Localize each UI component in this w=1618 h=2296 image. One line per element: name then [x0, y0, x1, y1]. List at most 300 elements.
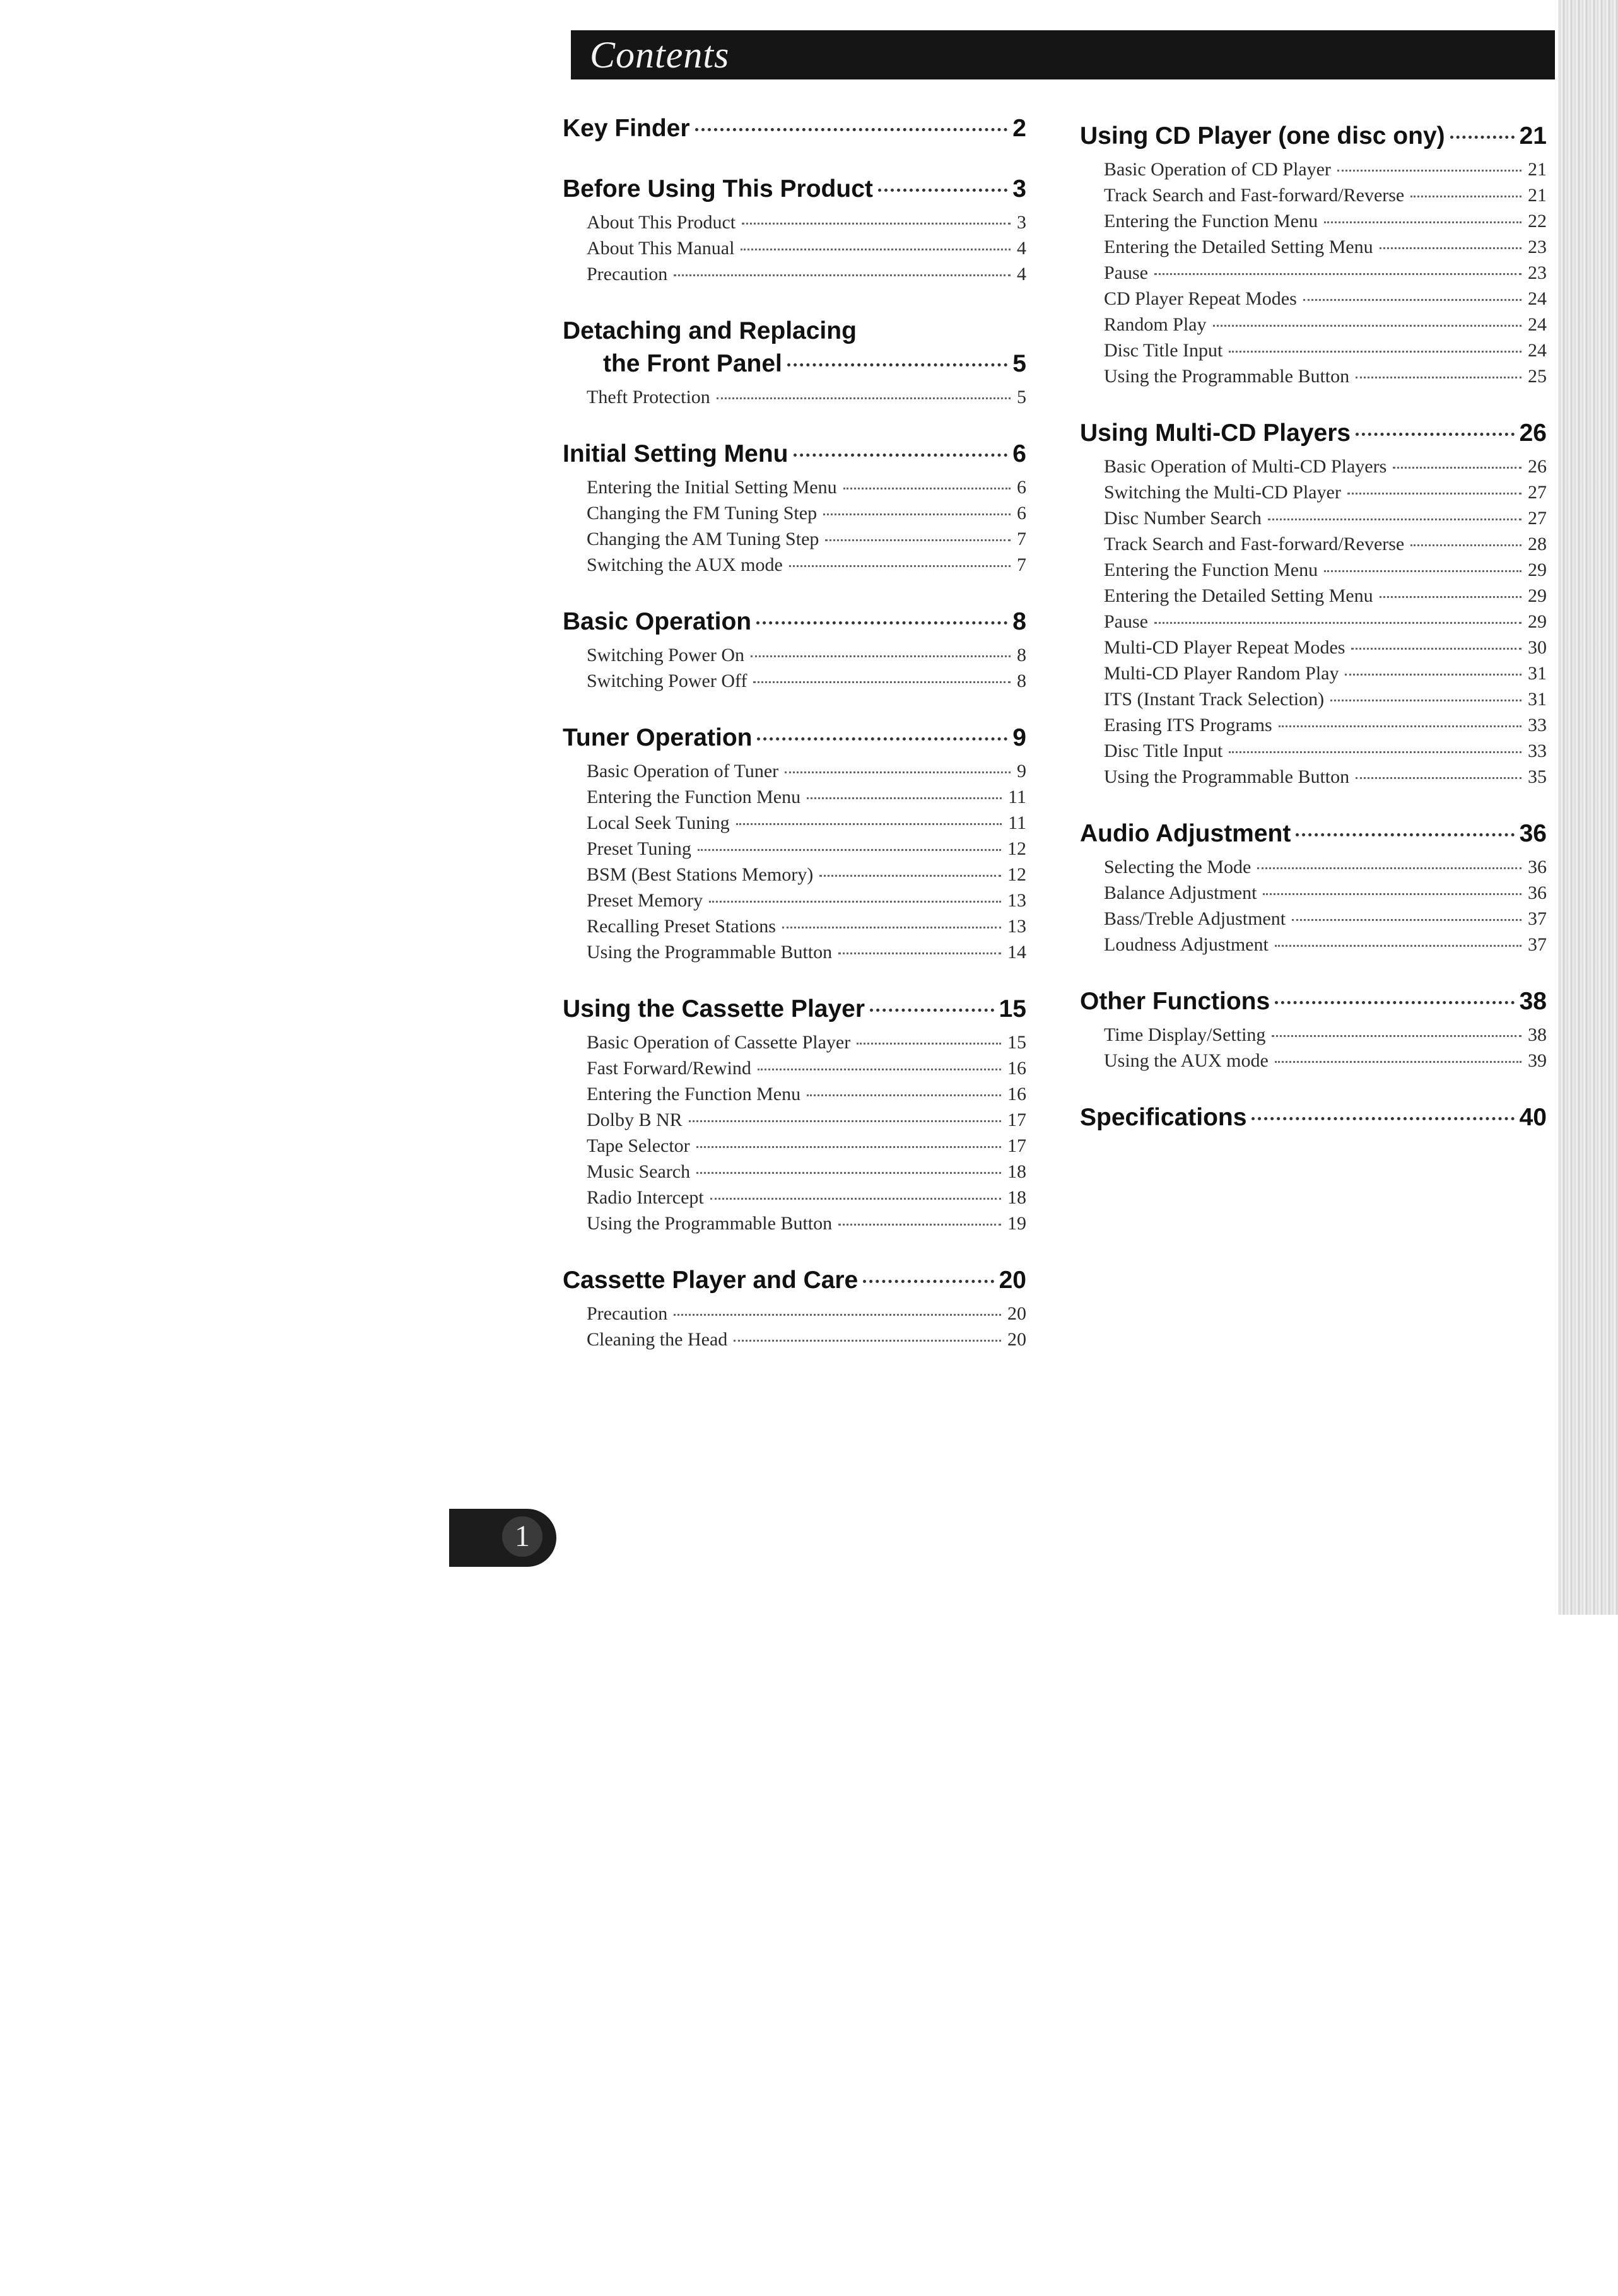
- dot-leader: [1330, 700, 1521, 701]
- dot-leader: [1154, 273, 1521, 275]
- entry-page-number: 4: [1017, 264, 1026, 284]
- entry-list: [563, 642, 1026, 694]
- entry-label: BSM (Best Stations Memory): [587, 864, 814, 885]
- toc-entry[interactable]: [1104, 583, 1547, 609]
- entry-label: Entering the Function Menu: [1104, 211, 1318, 231]
- entry-label: Loudness Adjustment: [1104, 934, 1269, 955]
- toc-entry[interactable]: [1104, 712, 1547, 738]
- entry-label: Preset Memory: [587, 890, 703, 911]
- entry-page-number: 39: [1528, 1050, 1547, 1071]
- section-page-number: 8: [1012, 608, 1026, 635]
- entry-label: Using the AUX mode: [1104, 1050, 1269, 1071]
- toc-entry[interactable]: [1104, 906, 1547, 932]
- entry-page-number: 26: [1528, 456, 1547, 477]
- section-page-number: 38: [1519, 988, 1547, 1015]
- dot-leader: [1303, 299, 1521, 301]
- entry-label: Pause: [1104, 611, 1148, 632]
- section-page-number: 40: [1519, 1104, 1547, 1131]
- toc-entry[interactable]: [587, 526, 1026, 552]
- section-title-text: Other Functions: [1080, 988, 1270, 1015]
- dot-leader: [838, 1224, 1001, 1226]
- entry-page-number: 24: [1528, 314, 1547, 335]
- entry-label: Switching Power Off: [587, 671, 747, 691]
- toc-entry[interactable]: [587, 862, 1026, 887]
- toc-entry[interactable]: [1104, 609, 1547, 635]
- entry-label: Entering the Function Menu: [587, 787, 801, 807]
- entry-page-number: 24: [1528, 340, 1547, 361]
- entry-page-number: 16: [1007, 1058, 1026, 1079]
- entry-page-number: 20: [1007, 1329, 1026, 1350]
- entry-page-number: 8: [1017, 645, 1026, 665]
- toc-entry[interactable]: [1104, 635, 1547, 660]
- dot-leader: [1351, 648, 1521, 650]
- dot-leader: [857, 1043, 1001, 1045]
- section-title[interactable]: [563, 722, 1026, 754]
- toc-left-column: [563, 112, 1026, 1380]
- section-title[interactable]: [563, 438, 1026, 471]
- entry-page-number: 12: [1007, 864, 1026, 885]
- dot-leader: [1345, 674, 1521, 676]
- toc-right-column: [1080, 120, 1547, 1162]
- entry-label: Using the Programmable Button: [1104, 366, 1350, 387]
- toc-entry[interactable]: [1104, 363, 1547, 389]
- toc-entry[interactable]: [1104, 454, 1547, 479]
- entry-list: [563, 474, 1026, 578]
- entry-page-number: 6: [1017, 477, 1026, 498]
- toc-entry[interactable]: [1104, 531, 1547, 557]
- dot-leader: [1272, 1035, 1521, 1037]
- entry-page-number: 24: [1528, 288, 1547, 309]
- entry-page-number: 4: [1017, 238, 1026, 259]
- section-title[interactable]: [1080, 417, 1547, 450]
- entry-page-number: 27: [1528, 508, 1547, 529]
- section-title-text-2: the Front Panel: [603, 350, 782, 377]
- dot-leader: [1279, 725, 1521, 727]
- toc-entry[interactable]: [1104, 208, 1547, 234]
- dot-leader: [1393, 467, 1521, 469]
- entry-page-number: 14: [1007, 942, 1026, 963]
- entry-label: Local Seek Tuning: [587, 812, 730, 833]
- toc-entry[interactable]: [587, 1081, 1026, 1107]
- entry-page-number: 30: [1528, 637, 1547, 658]
- toc-entry[interactable]: [587, 913, 1026, 939]
- dot-leader: [1154, 622, 1521, 624]
- entry-label: Music Search: [587, 1161, 691, 1182]
- toc-entry[interactable]: [1104, 557, 1547, 583]
- dot-leader: [717, 397, 1011, 399]
- entry-page-number: 8: [1017, 671, 1026, 691]
- dot-leader: [753, 681, 1011, 683]
- section-title-text: Cassette Player and Care: [563, 1267, 859, 1294]
- entry-label: Balance Adjustment: [1104, 882, 1257, 903]
- toc-entry[interactable]: [587, 758, 1026, 784]
- entry-label: Precaution: [587, 1303, 668, 1324]
- entry-page-number: 21: [1528, 159, 1547, 180]
- entry-label: About This Manual: [587, 238, 735, 259]
- toc-entry[interactable]: [587, 209, 1026, 235]
- dot-leader: [758, 1069, 1001, 1070]
- dot-leader: [751, 655, 1011, 657]
- toc-entry[interactable]: [587, 1055, 1026, 1081]
- toc-entry[interactable]: [1104, 312, 1547, 337]
- entry-page-number: 5: [1017, 387, 1026, 407]
- section-page-number: 6: [1012, 440, 1026, 467]
- dot-leader: [674, 1314, 1001, 1316]
- dot-leader: [734, 1340, 1001, 1342]
- entry-label: Multi-CD Player Repeat Modes: [1104, 637, 1345, 658]
- section-page-number: 3: [1012, 175, 1026, 202]
- toc-section: [563, 315, 1026, 410]
- dot-leader: [710, 1198, 1001, 1200]
- dot-leader: [1356, 433, 1515, 436]
- section-page-number: 2: [1012, 115, 1026, 142]
- section-page-number: 26: [1519, 419, 1547, 447]
- entry-label: Fast Forward/Rewind: [587, 1058, 751, 1079]
- toc-entry[interactable]: [1104, 182, 1547, 208]
- dot-leader: [838, 952, 1001, 954]
- entry-page-number: 18: [1007, 1187, 1026, 1208]
- entry-label: Switching the Multi-CD Player: [1104, 482, 1341, 503]
- dot-leader: [736, 823, 1002, 825]
- section-page-number: 9: [1012, 724, 1026, 751]
- dot-leader: [1410, 196, 1521, 197]
- section-title[interactable]: [1080, 1101, 1547, 1134]
- toc-entry[interactable]: [1104, 686, 1547, 712]
- toc-entry[interactable]: [1104, 156, 1547, 182]
- entry-page-number: 23: [1528, 262, 1547, 283]
- entry-page-number: 36: [1528, 857, 1547, 877]
- toc-section: [1080, 985, 1547, 1074]
- toc-section: [1080, 120, 1547, 389]
- entry-page-number: 17: [1007, 1135, 1026, 1156]
- entry-label: Selecting the Mode: [1104, 857, 1252, 877]
- section-title[interactable]: [1080, 985, 1547, 1018]
- entry-list: [563, 1029, 1026, 1236]
- entry-label: Dolby B NR: [587, 1110, 683, 1130]
- entry-page-number: 31: [1528, 663, 1547, 684]
- entry-label: Using the Programmable Button: [587, 942, 833, 963]
- entry-label: Basic Operation of Tuner: [587, 761, 779, 782]
- section-page-number: 15: [999, 995, 1026, 1022]
- entry-list: [1080, 854, 1547, 958]
- section-page-number: 5: [1012, 350, 1026, 377]
- entry-page-number: 11: [1008, 787, 1026, 807]
- section-title-text: Using the Cassette Player: [563, 995, 865, 1022]
- toc-entry[interactable]: [1104, 880, 1547, 906]
- entry-page-number: 18: [1007, 1161, 1026, 1182]
- section-title-text: Key Finder: [563, 115, 690, 142]
- dot-leader: [695, 128, 1008, 131]
- entry-page-number: 27: [1528, 482, 1547, 503]
- toc-entry[interactable]: [1104, 505, 1547, 531]
- dot-leader: [757, 737, 1007, 741]
- entry-label: Disc Title Input: [1104, 340, 1223, 361]
- entry-page-number: 37: [1528, 934, 1547, 955]
- section-title[interactable]: [563, 606, 1026, 638]
- section-title-text: Specifications: [1080, 1104, 1247, 1131]
- section-title-text: Basic Operation: [563, 608, 752, 635]
- dot-leader: [819, 875, 1001, 877]
- toc-entry[interactable]: [1104, 854, 1547, 880]
- entry-label: Random Play: [1104, 314, 1207, 335]
- entry-label: Entering the Initial Setting Menu: [587, 477, 837, 498]
- entry-page-number: 25: [1528, 366, 1547, 387]
- dot-leader: [823, 513, 1011, 515]
- entry-page-number: 23: [1528, 237, 1547, 257]
- toc-entry[interactable]: [1104, 337, 1547, 363]
- toc-entry[interactable]: [587, 810, 1026, 836]
- dot-leader: [843, 488, 1011, 489]
- toc-entry[interactable]: [587, 500, 1026, 526]
- dot-leader: [1347, 493, 1521, 495]
- page-title: Contents: [590, 34, 730, 76]
- toc-entry[interactable]: [587, 1133, 1026, 1159]
- entry-label: Tape Selector: [587, 1135, 690, 1156]
- section-title[interactable]: [563, 315, 1026, 380]
- entry-page-number: 28: [1528, 534, 1547, 554]
- section-page-number: 21: [1519, 122, 1547, 149]
- entry-label: Track Search and Fast-forward/Reverse: [1104, 185, 1405, 206]
- toc-entry[interactable]: [587, 552, 1026, 578]
- entry-page-number: 7: [1017, 554, 1026, 575]
- entry-label: Time Display/Setting: [1104, 1024, 1266, 1045]
- section-title-text: Using Multi-CD Players: [1080, 419, 1351, 447]
- entry-label: Disc Number Search: [1104, 508, 1262, 529]
- dot-leader: [787, 363, 1007, 366]
- entry-label: Multi-CD Player Random Play: [1104, 663, 1339, 684]
- entry-label: Cleaning the Head: [587, 1329, 728, 1350]
- dot-leader: [1252, 1117, 1514, 1120]
- toc-section: [1080, 1101, 1547, 1134]
- dot-leader: [709, 901, 1001, 903]
- section-page-number: 20: [999, 1267, 1026, 1294]
- section-title-text: Audio Adjustment: [1080, 820, 1291, 847]
- entry-label: Switching Power On: [587, 645, 744, 665]
- toc-entry[interactable]: [587, 1301, 1026, 1327]
- toc-section: [563, 438, 1026, 578]
- dot-leader: [1275, 945, 1521, 947]
- entry-page-number: 29: [1528, 611, 1547, 632]
- dot-leader: [741, 249, 1011, 250]
- entry-label: Using the Programmable Button: [587, 1213, 833, 1234]
- toc-section: [563, 112, 1026, 145]
- toc-entry[interactable]: [587, 887, 1026, 913]
- entry-label: Using the Programmable Button: [1104, 766, 1350, 787]
- dot-leader: [1292, 919, 1521, 921]
- toc-entry[interactable]: [587, 1107, 1026, 1133]
- contents-header-bar: [571, 30, 1555, 79]
- dot-leader: [696, 1172, 1001, 1174]
- section-title[interactable]: [1080, 817, 1547, 850]
- entry-label: CD Player Repeat Modes: [1104, 288, 1297, 309]
- entry-label: Switching the AUX mode: [587, 554, 783, 575]
- dot-leader: [1380, 596, 1521, 598]
- toc-entry[interactable]: [587, 642, 1026, 668]
- toc-entry[interactable]: [587, 1029, 1026, 1055]
- toc-entry[interactable]: [1104, 234, 1547, 260]
- dot-leader: [756, 621, 1007, 624]
- toc-entry[interactable]: [587, 1185, 1026, 1210]
- toc-entry[interactable]: [587, 668, 1026, 694]
- entry-page-number: 19: [1007, 1213, 1026, 1234]
- entry-label: Entering the Detailed Setting Menu: [1104, 237, 1373, 257]
- entry-page-number: 29: [1528, 585, 1547, 606]
- dot-leader: [807, 797, 1002, 799]
- dot-leader: [674, 274, 1011, 276]
- entry-list: [1080, 454, 1547, 790]
- dot-leader: [689, 1120, 1001, 1122]
- dot-leader: [1324, 570, 1521, 572]
- dot-leader: [1268, 518, 1521, 520]
- toc-entry[interactable]: [1104, 738, 1547, 764]
- toc-entry[interactable]: [587, 384, 1026, 410]
- dot-leader: [785, 771, 1011, 773]
- toc-entry[interactable]: [587, 1210, 1026, 1236]
- entry-list: [563, 1301, 1026, 1352]
- dot-leader: [878, 189, 1007, 192]
- toc-entry[interactable]: [587, 474, 1026, 500]
- entry-page-number: 20: [1007, 1303, 1026, 1324]
- entry-list: [563, 209, 1026, 287]
- dot-leader: [1380, 247, 1521, 249]
- toc-entry[interactable]: [1104, 260, 1547, 286]
- dot-leader: [1229, 751, 1521, 753]
- section-title-line2: [563, 348, 1026, 380]
- toc-entry[interactable]: [1104, 1048, 1547, 1074]
- entry-page-number: 3: [1017, 212, 1026, 233]
- toc-entry[interactable]: [1104, 286, 1547, 312]
- toc-entry[interactable]: [1104, 479, 1547, 505]
- entry-list: [1080, 156, 1547, 389]
- dot-leader: [742, 223, 1011, 225]
- entry-page-number: 9: [1017, 761, 1026, 782]
- page-number: 1: [502, 1516, 542, 1557]
- toc-entry[interactable]: [587, 1159, 1026, 1185]
- entry-page-number: 17: [1007, 1110, 1026, 1130]
- dot-leader: [782, 927, 1001, 928]
- toc-entry[interactable]: [587, 235, 1026, 261]
- section-title[interactable]: [563, 993, 1026, 1026]
- toc-entry[interactable]: [587, 1327, 1026, 1352]
- entry-label: Changing the AM Tuning Step: [587, 529, 819, 549]
- page-number-tab: [449, 1509, 556, 1567]
- dot-leader: [789, 565, 1011, 567]
- dot-leader: [1450, 136, 1515, 139]
- entry-label: Basic Operation of CD Player: [1104, 159, 1331, 180]
- section-title[interactable]: [563, 112, 1026, 145]
- entry-list: [1080, 1022, 1547, 1074]
- dot-leader: [1324, 221, 1521, 223]
- entry-label: Disc Title Input: [1104, 741, 1223, 761]
- dot-leader: [1296, 833, 1514, 836]
- entry-page-number: 21: [1528, 185, 1547, 206]
- dot-leader: [807, 1094, 1001, 1096]
- section-title[interactable]: [1080, 120, 1547, 153]
- entry-label: Entering the Function Menu: [587, 1084, 801, 1104]
- entry-label: About This Product: [587, 212, 736, 233]
- entry-list: [563, 384, 1026, 410]
- entry-page-number: 7: [1017, 529, 1026, 549]
- entry-page-number: 22: [1528, 211, 1547, 231]
- dot-leader: [1229, 351, 1521, 353]
- section-title-text: Detaching and Replacing: [563, 317, 857, 344]
- dot-leader: [1356, 777, 1521, 779]
- entry-page-number: 16: [1007, 1084, 1026, 1104]
- entry-label: ITS (Instant Track Selection): [1104, 689, 1325, 710]
- dot-leader: [1410, 544, 1521, 546]
- toc-entry[interactable]: [1104, 932, 1547, 958]
- entry-page-number: 15: [1007, 1032, 1026, 1053]
- dot-leader: [1257, 867, 1521, 869]
- dot-leader: [696, 1146, 1001, 1148]
- toc-section: [563, 173, 1026, 287]
- toc-entry[interactable]: [1104, 1022, 1547, 1048]
- toc-entry[interactable]: [1104, 660, 1547, 686]
- entry-page-number: 37: [1528, 908, 1547, 929]
- dot-leader: [1263, 893, 1521, 895]
- toc-entry[interactable]: [587, 261, 1026, 287]
- toc-section: [1080, 417, 1547, 790]
- entry-page-number: 38: [1528, 1024, 1547, 1045]
- entry-label: Entering the Detailed Setting Menu: [1104, 585, 1373, 606]
- toc-section: [1080, 817, 1547, 958]
- entry-label: Radio Intercept: [587, 1187, 704, 1208]
- toc-section: [563, 722, 1026, 965]
- entry-list: [563, 758, 1026, 965]
- entry-page-number: 11: [1008, 812, 1026, 833]
- toc-entry[interactable]: [587, 784, 1026, 810]
- scan-edge-shadow: [1558, 0, 1618, 1615]
- entry-page-number: 13: [1007, 890, 1026, 911]
- dot-leader: [1213, 325, 1522, 327]
- entry-label: Track Search and Fast-forward/Reverse: [1104, 534, 1405, 554]
- entry-page-number: 36: [1528, 882, 1547, 903]
- section-title-text: Initial Setting Menu: [563, 440, 788, 467]
- entry-label: Preset Tuning: [587, 838, 691, 859]
- section-title[interactable]: [563, 173, 1026, 206]
- dot-leader: [870, 1009, 994, 1012]
- dot-leader: [863, 1280, 994, 1283]
- entry-label: Pause: [1104, 262, 1148, 283]
- section-title-text: Tuner Operation: [563, 724, 753, 751]
- toc-section: [563, 606, 1026, 694]
- toc-entry[interactable]: [587, 836, 1026, 862]
- section-title-text: Before Using This Product: [563, 175, 873, 202]
- entry-page-number: 33: [1528, 741, 1547, 761]
- entry-label: Entering the Function Menu: [1104, 559, 1318, 580]
- entry-label: Recalling Preset Stations: [587, 916, 776, 937]
- entry-label: Erasing ITS Programs: [1104, 715, 1272, 735]
- entry-page-number: 33: [1528, 715, 1547, 735]
- toc-entry[interactable]: [587, 939, 1026, 965]
- dot-leader: [1275, 1061, 1521, 1063]
- section-title-text: Using CD Player (one disc ony): [1080, 122, 1445, 149]
- dot-leader: [1275, 1001, 1514, 1004]
- entry-page-number: 31: [1528, 689, 1547, 710]
- section-title[interactable]: [563, 1264, 1026, 1297]
- dot-leader: [825, 539, 1011, 541]
- dot-leader: [698, 849, 1001, 851]
- entry-label: Changing the FM Tuning Step: [587, 503, 818, 524]
- entry-page-number: 13: [1007, 916, 1026, 937]
- entry-label: Basic Operation of Cassette Player: [587, 1032, 851, 1053]
- entry-page-number: 29: [1528, 559, 1547, 580]
- section-page-number: 36: [1519, 820, 1547, 847]
- entry-label: Precaution: [587, 264, 668, 284]
- toc-section: [563, 1264, 1026, 1352]
- entry-label: Bass/Treble Adjustment: [1104, 908, 1286, 929]
- toc-entry[interactable]: [1104, 764, 1547, 790]
